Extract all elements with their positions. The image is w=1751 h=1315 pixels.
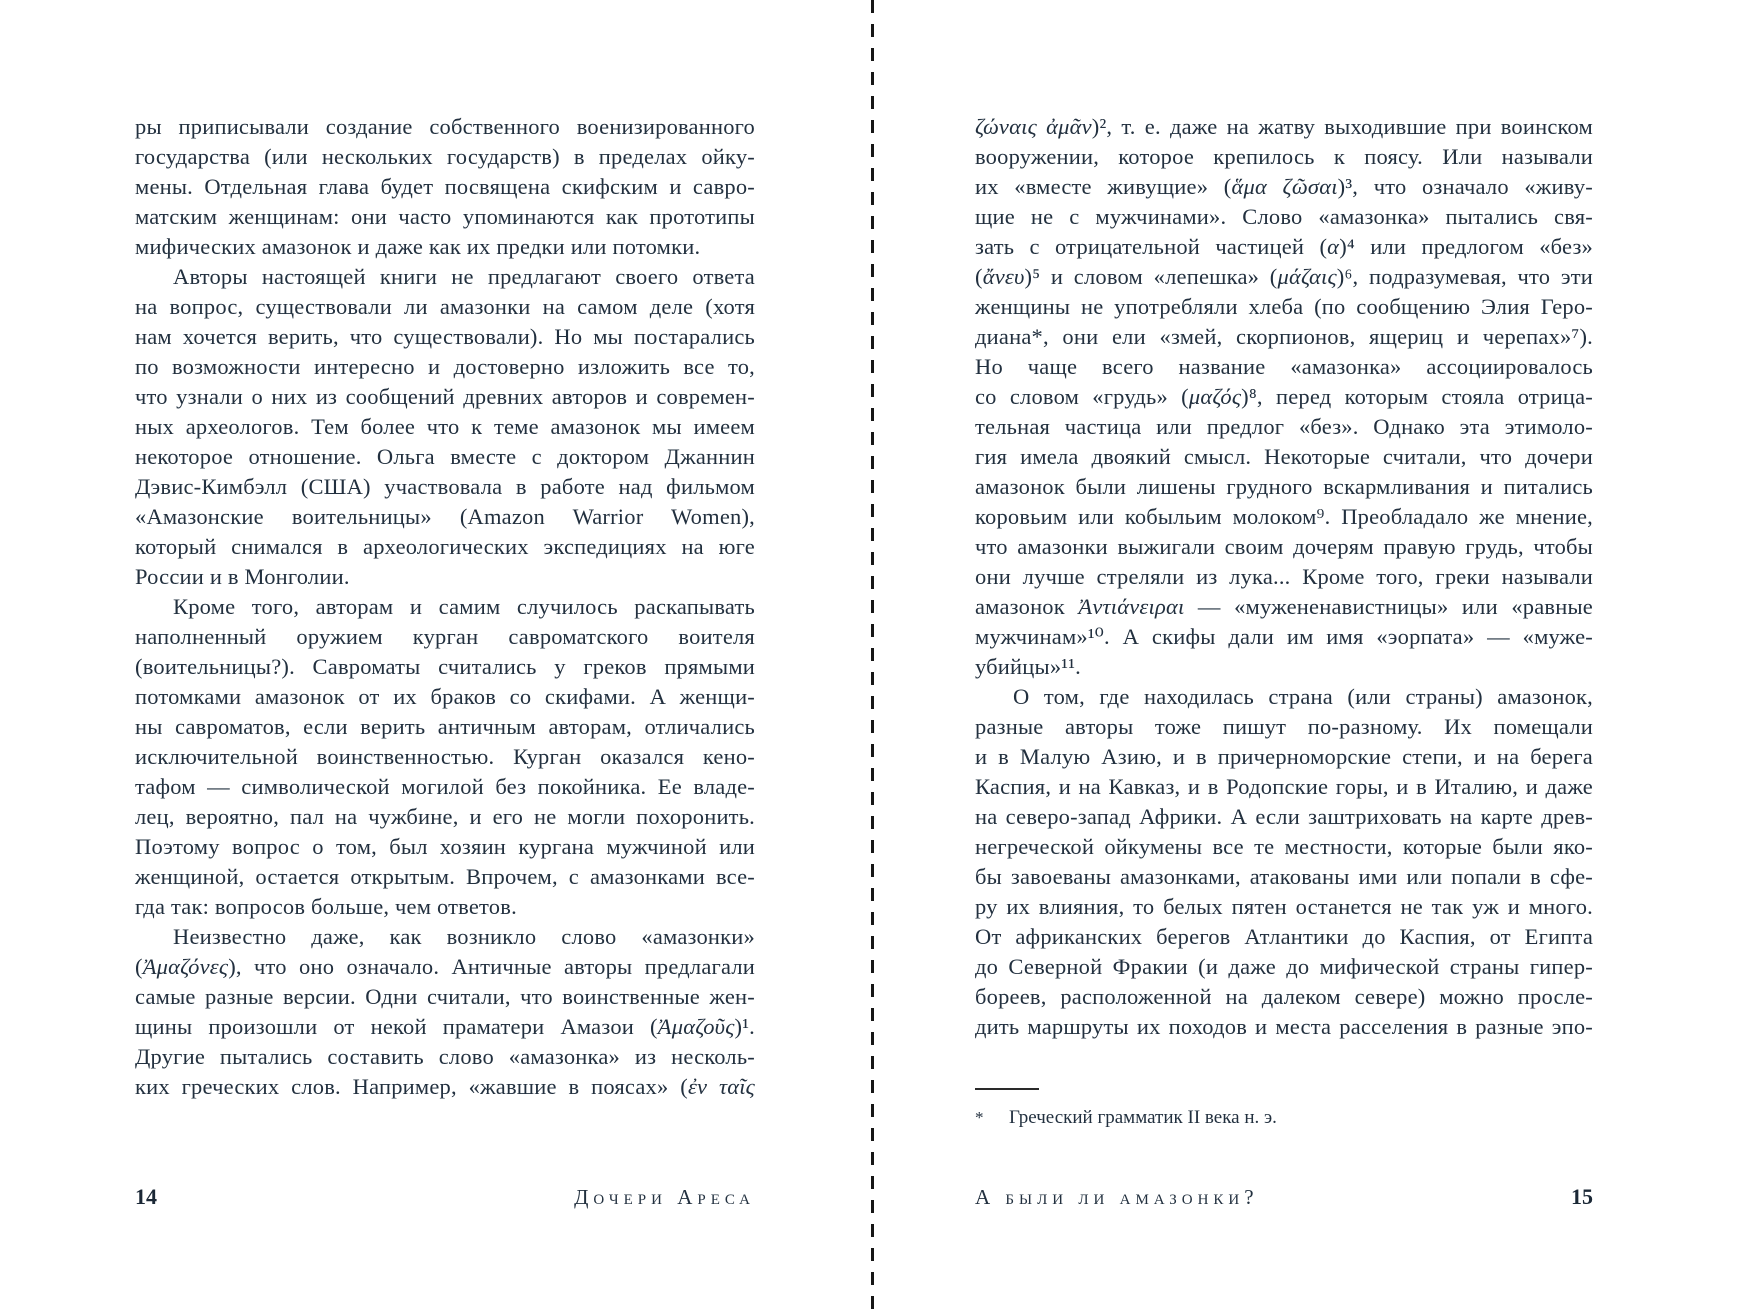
text-line: по возможности интересно и достоверно изложить все то, xyxy=(135,354,755,379)
text-line: ны савроматов, если верить античным авторам, отличались xyxy=(135,714,755,739)
text-line: Поэтому вопрос о том, был хозяин кургана мужчиной или xyxy=(135,834,755,859)
text-line: щие не с мужчинами». Слово «амазонка» пытались свя- xyxy=(975,204,1593,229)
text-line: амазонок были лишены грудного вскармливания и питались xyxy=(975,474,1593,499)
text-line: диана*, они ели «змей, скорпионов, ящериц и черепах»⁷). xyxy=(975,324,1593,349)
text-line: их «вместе живущие» (ἅμα ζῶσαι)³, что означало «живу- xyxy=(975,174,1593,199)
right-page-footer xyxy=(975,1184,1593,1210)
text-line: О том, где находилась страна (или страны) амазонок, xyxy=(1013,684,1593,709)
text-line: на северо-запад Африки. А если заштриховать на карте древ- xyxy=(975,804,1593,829)
page-divider xyxy=(871,0,874,1315)
text-line: ких греческих слов. Например, «жавшие в поясах» (ἐν ταῖς xyxy=(135,1074,756,1099)
text-line: (ἄνευ)⁵ и словом «лепешка» (μάζαις)⁶, подразумевая, что эти xyxy=(975,264,1593,289)
text-line: что амазонки выжигали своим дочерям правую грудь, чтобы xyxy=(975,534,1593,559)
text-line: некоторое отношение. Ольга вместе с доктором Джаннин xyxy=(135,444,755,469)
text-line: тафом — символической могилой без покойника. Ее владе- xyxy=(135,774,755,799)
text-line: «Амазонские воительницы» (Amazon Warrior Women), xyxy=(135,504,755,529)
text-line: наполненный оружием курган савроматского воителя xyxy=(135,624,755,649)
left-page-footer xyxy=(135,1184,755,1210)
text-line: (воительницы?). Савроматы считались у греков прямыми xyxy=(135,654,755,679)
text-line: женщины не употребляли хлеба (по сообщению Элия Геро- xyxy=(975,294,1593,319)
text-line: мифических амазонок и даже как их предки или потомки. xyxy=(135,234,701,259)
text-line: потомками амазонок от их браков со скифами. А женщи- xyxy=(135,684,755,709)
text-line: лец, вероятно, пал на чужбине, и его не могли похоронить. xyxy=(135,804,755,829)
text-line: до Северной Фракии (и даже до мифической страны гипер- xyxy=(975,954,1593,979)
running-title-right: А были ли амазонки? xyxy=(975,1185,1259,1209)
text-line: амазонок Ἀντιάνειραι — «мужененавистницы» или «равные xyxy=(975,594,1593,619)
text-line: гда так: вопросов больше, чем ответов. xyxy=(135,894,517,919)
text-line: коровьим или кобыльим молоком⁹. Преобладало же мнение, xyxy=(975,504,1593,529)
text-line: убийцы»¹¹. xyxy=(975,654,1082,679)
right-page-text xyxy=(975,112,1593,1042)
text-line: Другие пытались составить слово «амазонка» из несколь- xyxy=(135,1044,755,1069)
text-line: Дэвис-Кимбэлл (США) участвовала в работе над фильмом xyxy=(135,474,755,499)
page-number-right: 15 xyxy=(1571,1184,1593,1209)
text-line: От африканских берегов Атлантики до Каспия, от Египта xyxy=(975,924,1593,949)
text-line: мужчинам»¹⁰. А скифы дали им имя «эорпата» — «муже- xyxy=(975,624,1593,649)
text-line: гия имела двоякий смысл. Некоторые считали, что дочери xyxy=(975,444,1593,469)
text-line: самые разные версии. Одни считали, что воинственные жен- xyxy=(135,984,755,1009)
text-line: и в Малую Азию, и в причерноморские степи, и на берега xyxy=(975,744,1593,769)
text-line: тельная частица или предлог «без». Однако эта этимоло- xyxy=(975,414,1593,439)
text-line: на вопрос, существовали ли амазонки на самом деле (хотя xyxy=(135,294,755,319)
text-line: они лучше стреляли из лука... Кроме того, греки называли xyxy=(975,564,1593,589)
footnote-line xyxy=(975,1106,1593,1130)
text-line: зать с отрицательной частицей (α)⁴ или предлогом «без» xyxy=(975,234,1593,259)
text-line: дить маршруты их походов и места расселения в разные эпо- xyxy=(975,1014,1593,1039)
text-line: щины произошли от некой праматери Амазои (Ἀμαζοῦς)¹. xyxy=(135,1014,755,1039)
text-line: что узнали о них из сообщений древних авторов и современ- xyxy=(135,384,755,409)
text-line: Но чаще всего название «амазонка» ассоциировалось xyxy=(975,354,1593,379)
text-line: со словом «грудь» (μαζός)⁸, перед которым стояла отрица- xyxy=(975,384,1593,409)
text-line: вооружении, которое крепилось к поясу. Или называли xyxy=(975,144,1593,169)
text-line: ру их влияния, то белых пятен останется не так уж и много. xyxy=(975,894,1593,919)
text-line: Каспия, и на Кавказ, и в Родопские горы, и в Италию, и даже xyxy=(975,774,1593,799)
text-line: бы завоеваны амазонками, атакованы ими или попали в сфе- xyxy=(975,864,1593,889)
text-line: ных археологов. Тем более что к теме амазонок мы имеем xyxy=(135,414,755,439)
left-page-text xyxy=(135,112,755,1102)
text-line: негреческой ойкумены все те местности, которые были яко- xyxy=(975,834,1593,859)
text-line: Авторы настоящей книги не предлагают своего ответа xyxy=(173,264,755,289)
text-line: исключительной воинственностью. Курган оказался кено- xyxy=(135,744,755,769)
text-line: России и в Монголии. xyxy=(135,564,350,589)
text-line: бореев, расположенной на далеком севере) можно просле- xyxy=(975,984,1593,1009)
text-line: ры приписывали создание собственного военизированного xyxy=(135,114,755,139)
text-line: нам хочется верить, что существовали). Но мы постарались xyxy=(135,324,755,349)
text-line: который снимался в археологических экспедициях на юге xyxy=(135,534,755,559)
page-number-left: 14 xyxy=(135,1184,157,1209)
text-line: матским женщинам: они часто упоминаются как прототипы xyxy=(135,204,755,229)
text-line: мены. Отдельная глава будет посвящена скифским и савро- xyxy=(135,174,755,199)
running-title-left: Дочери Ареса xyxy=(574,1185,755,1209)
text-line: Кроме того, авторам и самим случилось раскапывать xyxy=(173,594,755,619)
text-line: Неизвестно даже, как возникло слово «амазонки» xyxy=(173,924,755,949)
footnote-rule xyxy=(975,1088,1039,1090)
text-line: разные авторы тоже пишут по-разному. Их помещали xyxy=(975,714,1593,739)
text-line: государства (или нескольких государств) в пределах ойку- xyxy=(135,144,755,169)
text-line: (Ἀμαζόνες), что оно означало. Античные авторы предлагали xyxy=(135,954,755,979)
footnote xyxy=(975,1088,1593,1130)
text-line: женщиной, остается открытым. Впрочем, с амазонками все- xyxy=(135,864,755,889)
text-line: ζώναις ἀμᾶν)², т. е. даже на жатву выходившие при воинском xyxy=(975,114,1593,139)
footnote-text: Греческий грамматик II века н. э. xyxy=(1009,1107,1277,1128)
footnote-marker: * xyxy=(975,1108,984,1127)
